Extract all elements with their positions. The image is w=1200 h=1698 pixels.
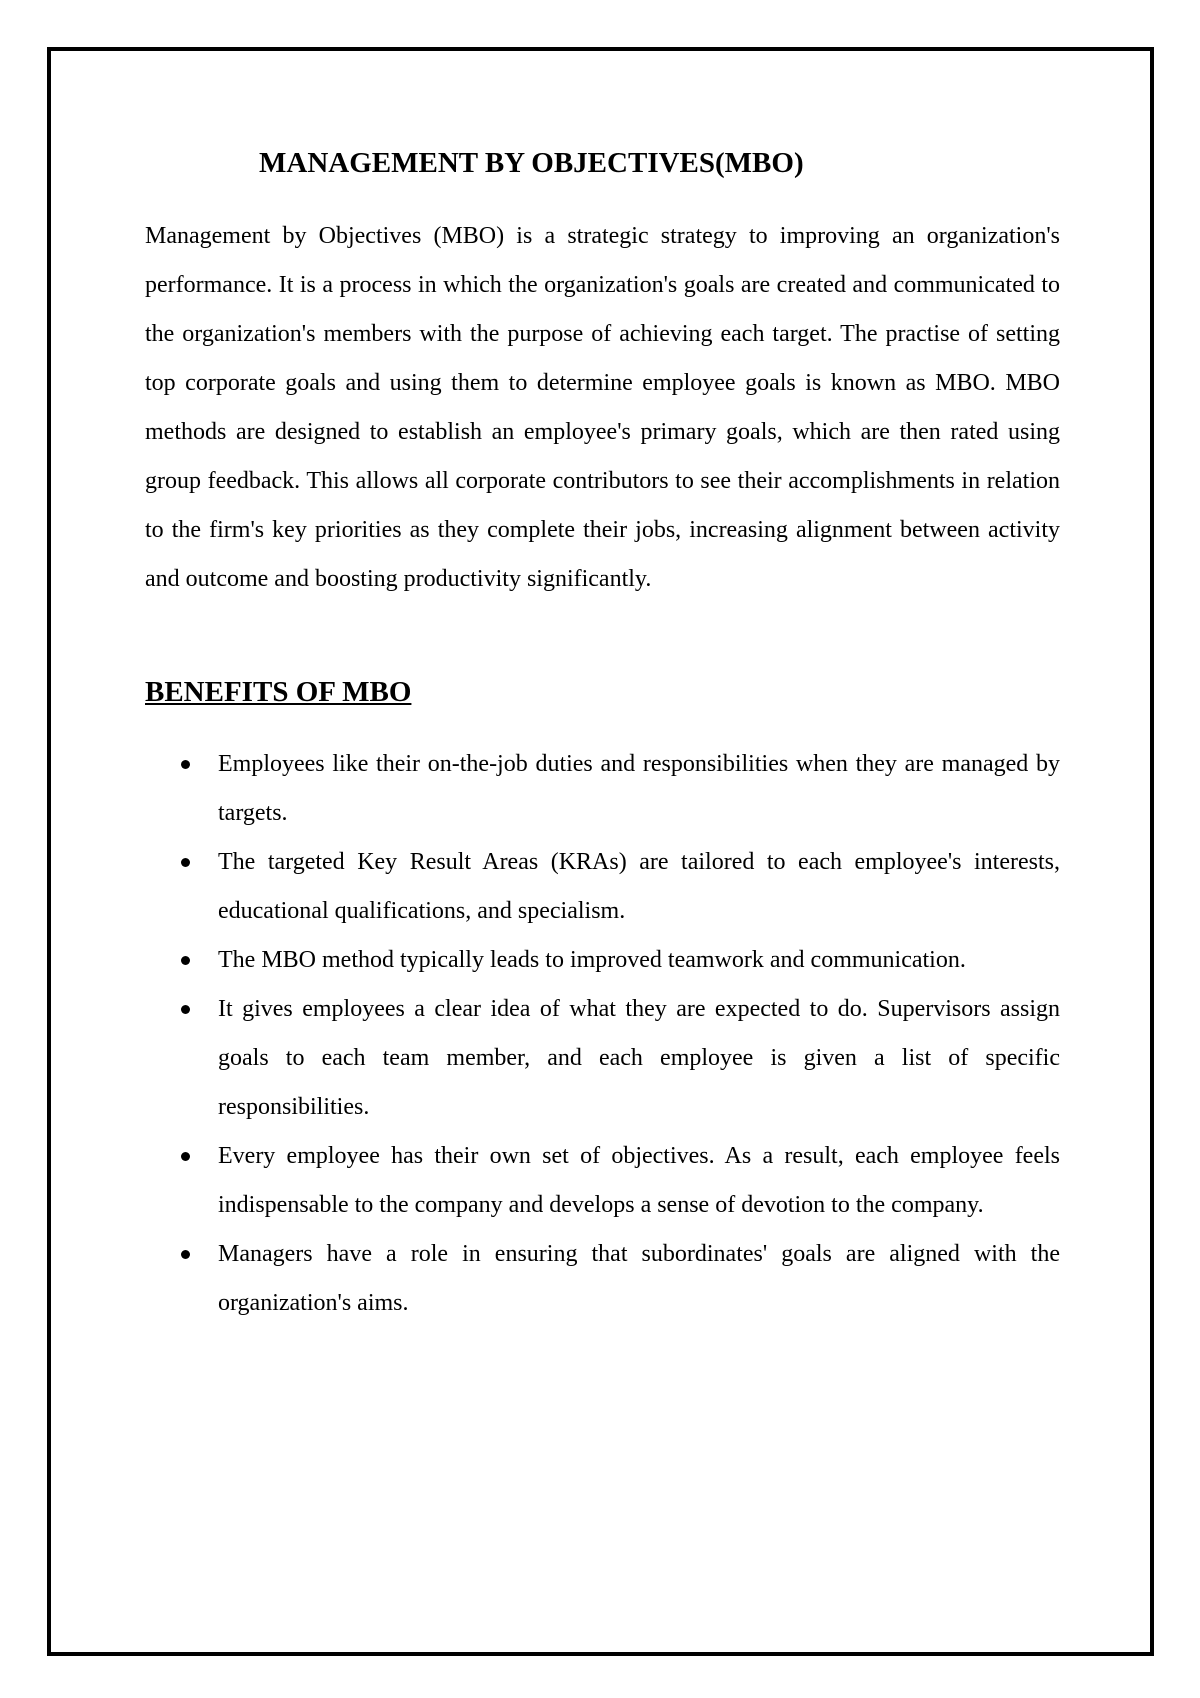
benefit-text: Every employee has their own set of objectives. As a result, each employee feels indispensable to the company and develops a sense of devotion to the company. — [218, 1143, 1060, 1218]
list-item — [145, 740, 1060, 838]
benefit-text: The MBO method typically leads to improved teamwork and communication. — [218, 947, 966, 973]
intro-paragraph: Management by Objectives (MBO) is a strategic strategy to improving an organization's performance. It is a process in which the organization's goals are created and communicated to the organization's members with the purpose of achieving each target. The practise of setting top corporate goals and using them to determine employee goals is known as MBO. MBO methods are designed to establish an employee's primary goals, which are then rated using group feedback. This allows all corporate contributors to see their accomplishments in relation to the firm's key priorities as they complete their jobs, increasing alignment between activity and outcome and boosting productivity significantly. — [145, 223, 1060, 592]
list-item — [145, 985, 1060, 1132]
bullet-icon — [181, 760, 190, 769]
list-item — [145, 1132, 1060, 1230]
bullet-icon — [181, 858, 190, 867]
bullet-icon — [181, 956, 190, 965]
benefit-text: It gives employees a clear idea of what they are expected to do. Supervisors assign goals to each team member, and each employee is given a list of specific responsibilities. — [218, 996, 1060, 1120]
bullet-icon — [181, 1152, 190, 1161]
page-title: MANAGEMENT BY OBJECTIVES(MBO) — [259, 147, 804, 179]
benefits-heading: BENEFITS OF MBO — [145, 676, 412, 708]
benefit-text: Employees like their on-the-job duties and responsibilities when they are managed by targets. — [218, 751, 1060, 826]
benefits-list — [145, 740, 1060, 1328]
bullet-icon — [181, 1005, 190, 1014]
bullet-icon — [181, 1250, 190, 1259]
list-item — [145, 1230, 1060, 1328]
list-item — [145, 838, 1060, 936]
list-item — [145, 936, 1060, 985]
benefit-text: Managers have a role in ensuring that subordinates' goals are aligned with the organization's aims. — [218, 1241, 1060, 1316]
benefit-text: The targeted Key Result Areas (KRAs) are tailored to each employee's interests, educational qualifications, and specialism. — [218, 849, 1060, 924]
